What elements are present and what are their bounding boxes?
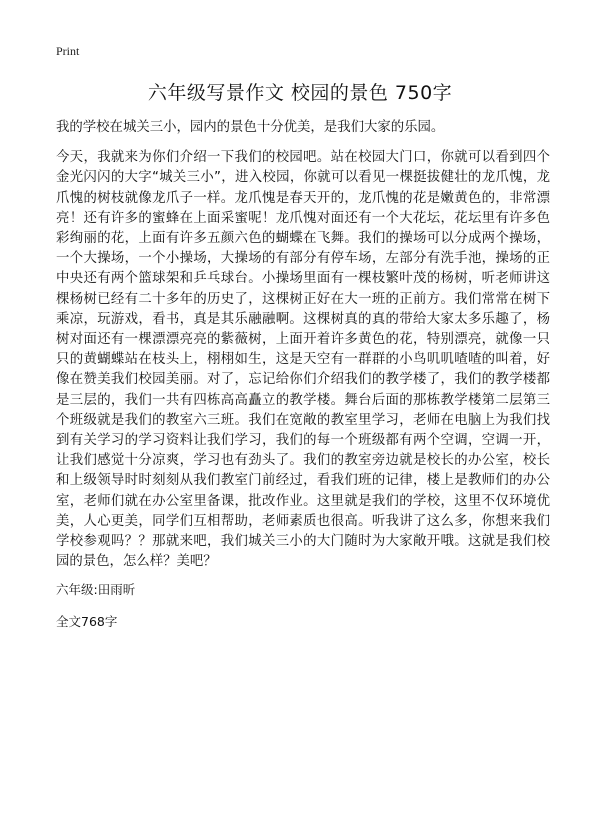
author-line: 六年级:田雨昕	[56, 582, 136, 598]
article-title: 六年级写景作文 校园的景色 750字	[147, 82, 453, 104]
body-paragraph: 今天，我就来为你们介绍一下我们的校园吧。站在校园大门口，你就可以看到四个金光闪闪的大字“城关三小”，进入校园，你就可以看见一棵挺拔健壮的龙爪愧，龙爪愧的树枝就像龙爪子一样。龙爪愧是春天开的，龙爪愧的花是嫩黄色的，非常漂亮！还有许多的蜜蜂在上面采蜜呢！龙爪愧对面还有一个大花坛，花坛里有许多色彩绚丽的花，上面有许多五颜六色的蝴蝶在飞舞。我们的操场可以分成两个操场，一个大操场，一个小操场，大操场的有部分有停车场，左部分有洗手池，操场的正中央还有两个篮球架和乒乓球台。小操场里面有一棵枝繁叶茂的杨树，听老师讲这棵杨树已经有二十多年的历史了，这棵树正好在大一班的正前方。我们常常在树下乘凉，玩游戏，看书，真是其乐融融啊。这棵树真的真的带给大家太多乐趣了，杨树对面还有一棵漂漂亮亮的紫薇树，上面开着许多黄色的花，特别漂亮，就像一只只的黄蝴蝶站在枝头上，栩栩如生，这是天空有一群群的小鸟叽叽喳喳的叫着，好像在赞美我们校园美丽。对了，忘记给你们介绍我们的教学楼了，我们的教学楼都是三层的，我们一共有四栋高高矗立的教学楼。舞台后面的那栋教学楼第二层第三个班级就是我们的教室六三班。我们在宽敞的教室里学习，老师在电脑上为我们找到有关学习的学习资料让我们学习，我们的每一个班级都有两个空调，空调一开，让我们感觉十分凉爽，学习也有劲头了。我们的教室旁边就是校长的办公室，校长和上级领导时时刻刻从我们教室门前经过，看我们班的记律，楼上是教师们的办公室，老师们就在办公室里备课，批改作业。这里就是我们的学校，这里不仅环境优美，人心更美，同学们互相帮助，老师素质也很高。听我讲了这么多，你想来我们学校参观吗？？那就来吧，我们城关三小的大门随时为大家敞开哦。这就是我们校园的景色，怎么样？美吧？	[56, 150, 550, 570]
intro-paragraph: 我的学校在城关三小，园内的景色十分优美，是我们大家的乐园。	[56, 120, 445, 135]
word-count: 全文768字	[56, 614, 118, 630]
article-content	[56, 118, 550, 632]
print-link[interactable]: Print	[56, 44, 80, 58]
